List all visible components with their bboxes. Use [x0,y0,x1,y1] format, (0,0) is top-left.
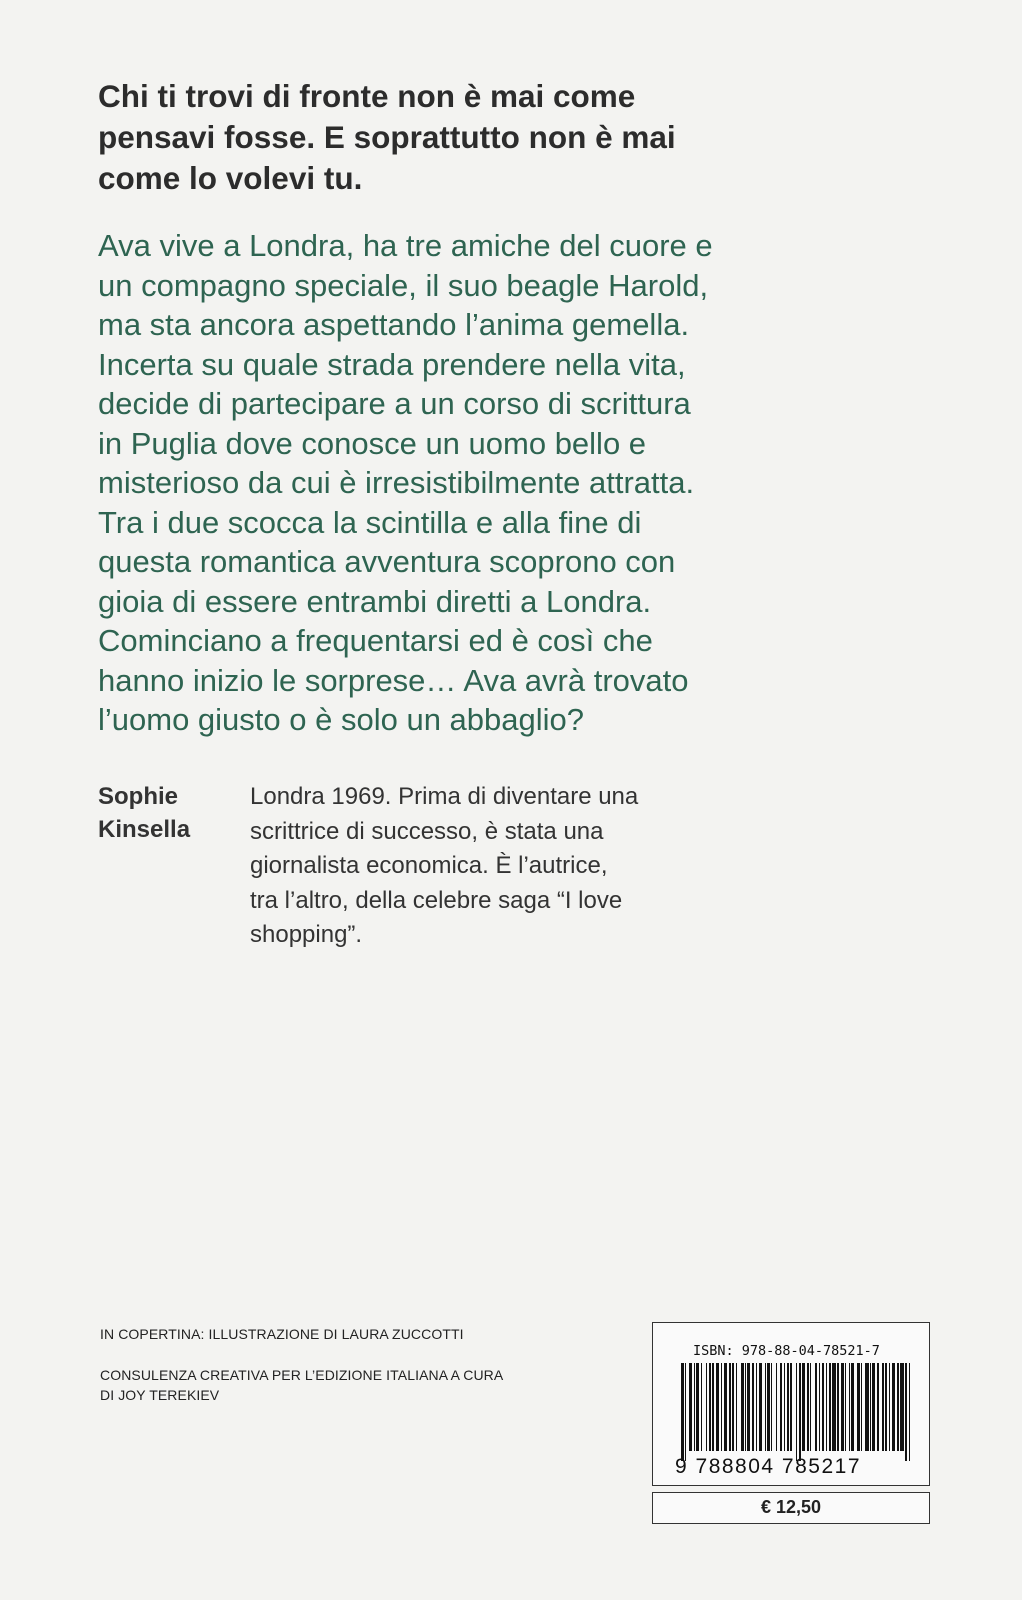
barcode-bar [784,1363,785,1451]
barcode-bar [832,1363,836,1451]
barcode-bar [889,1363,890,1451]
synopsis [98,226,818,740]
consultancy-credit-line: DI JOY TEREKIEV [100,1387,220,1403]
barcode-bar [905,1363,908,1461]
synopsis-line: Ava vive a Londra, ha tre amiche del cuore e [98,228,713,263]
barcode-bar [724,1363,728,1451]
barcode-digits: 9 788804 785217 [675,1455,861,1478]
barcode-bar [799,1363,802,1461]
author-last-name: Kinsella [98,816,191,843]
barcode-bar [765,1363,766,1451]
author-name [98,780,238,846]
barcode-bar [900,1363,904,1451]
author-bio-line: tra l’altro, della celebre saga “I love [250,886,623,914]
barcode-bar [815,1363,818,1451]
barcode-bar [865,1363,869,1451]
barcode-box [652,1322,930,1486]
synopsis-line: questa romantica avventura scoprono con [98,544,676,579]
barcode-bar [752,1363,753,1451]
synopsis-line: Cominciano a frequentarsi ed è così che [98,623,653,658]
synopsis-line: Tra i due scocca la scintilla e alla fine di [98,504,642,540]
barcode-bar [909,1363,910,1461]
barcode-bar [745,1363,746,1451]
barcode-bar [721,1363,722,1451]
barcode-bar [861,1363,862,1451]
barcode-bar [689,1363,693,1451]
barcode-bar [759,1363,763,1451]
barcode-bar [756,1363,757,1451]
barcode-bar [897,1363,898,1451]
barcode-bar [694,1363,695,1451]
barcode-bar [837,1363,838,1451]
tagline [98,76,798,199]
barcode-bar [807,1363,808,1451]
tagline-line: come lo volevi tu. [98,160,363,196]
synopsis-line: decide di partecipare a un corso di scrittura [98,386,691,421]
barcode-bar [776,1363,777,1451]
barcode-bar [819,1363,820,1451]
barcode-bar [872,1363,875,1451]
barcode-bar [885,1363,888,1451]
synopsis-line: in Puglia dove conosce un uomo bello e [98,425,647,461]
barcode-bar [787,1363,788,1451]
price: € 12,50 [652,1492,930,1524]
synopsis-line: hanno inizio le sorprese… Ava avrà trovato [98,662,689,698]
author-bio-line: shopping”. [250,921,363,948]
barcode-bar [810,1363,811,1451]
barcode-bar [747,1363,750,1451]
barcode-bar [849,1363,850,1451]
barcode-bar [701,1363,702,1451]
barcode-bar [729,1363,732,1451]
barcode-bar [685,1363,686,1461]
isbn-text: ISBN: 978-88-04-78521-7 [693,1343,880,1359]
barcode-bar [822,1363,823,1451]
barcode-bar [826,1363,827,1451]
tagline-line: Chi ti trovi di fronte non è mai come [98,78,636,114]
author-bio [250,780,750,953]
barcode-bar [736,1363,737,1451]
barcode-bar [857,1363,860,1451]
barcode-bar [829,1363,832,1451]
author-bio-line: Londra 1969. Prima di diventare una [250,783,639,810]
barcode-bar [741,1363,744,1451]
credits [100,1324,580,1405]
barcode-bar [780,1363,783,1451]
barcode-bar [767,1363,770,1451]
barcode-bar [892,1363,895,1451]
barcode-bar [771,1363,772,1451]
barcode-bar [802,1363,805,1451]
barcode-bar [841,1363,844,1451]
synopsis-line: gioia di essere entrambi diretti a Londra. [98,583,652,619]
consultancy-credit-line: CONSULENZA CREATIVA PER L’EDIZIONE ITALIANA A CURA [100,1367,504,1383]
synopsis-line: l’uomo giusto o è solo un abbaglio? [98,702,585,737]
barcode-bar [732,1363,733,1451]
barcode-bar [706,1363,707,1451]
barcode-bar [716,1363,719,1451]
barcode-bar [712,1363,713,1451]
author-bio-line: giornalista economica. È l’autrice, [250,852,608,879]
barcode-bar [877,1363,878,1451]
author-bio-line: scrittrice di successo, è stata una [250,817,604,845]
barcode-bar [882,1363,883,1451]
synopsis-line: misterioso da cui è irresistibilmente attratta. [98,465,695,500]
barcode-bar [696,1363,699,1451]
barcode-bar [796,1363,797,1461]
cover-credit: IN COPERTINA: ILLUSTRAZIONE DI LAURA ZUCCOTTI [100,1326,464,1342]
barcode-bar [709,1363,712,1451]
barcode-bar [790,1363,793,1451]
synopsis-line: Incerta su quale strada prendere nella vita, [98,346,686,382]
barcode-icon [681,1363,909,1461]
synopsis-line: un compagno speciale, il suo beagle Harold, [98,267,709,303]
synopsis-line: ma sta ancora aspettando l’anima gemella. [98,307,690,342]
barcode-bar [845,1363,846,1451]
barcode-bar [851,1363,854,1451]
tagline-line: pensavi fosse. E soprattutto non è mai [98,119,676,155]
barcode-bar [681,1363,684,1461]
author-first-name: Sophie [98,783,179,810]
barcode-bar [870,1363,871,1451]
